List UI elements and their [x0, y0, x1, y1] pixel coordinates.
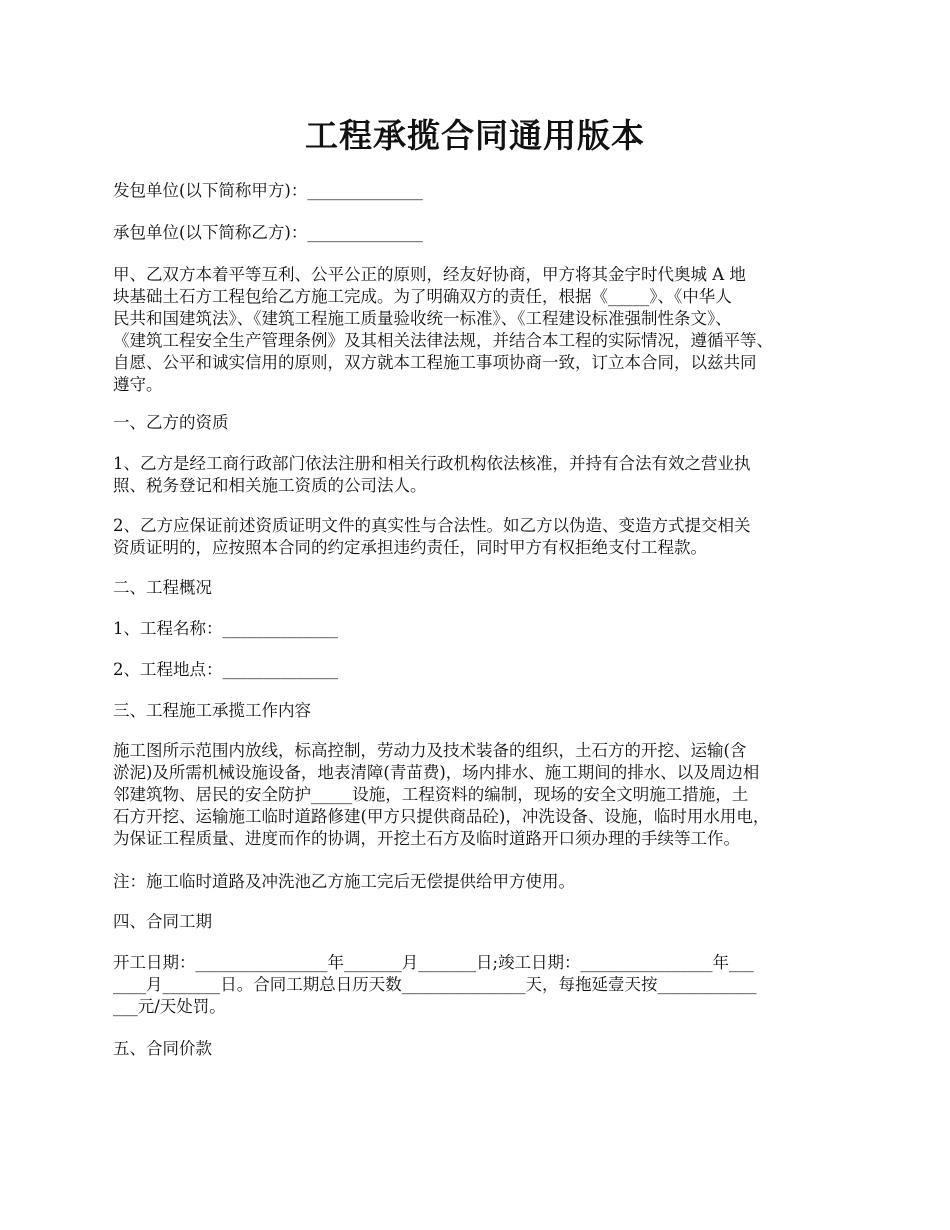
text-line: 承包单位(以下简称乙方)：______________ [113, 223, 423, 242]
section-4-heading [113, 911, 848, 933]
text-line: 发包单位(以下简称甲方)：______________ [113, 181, 423, 200]
text-line: 一、乙方的资质 [113, 413, 229, 432]
section-1-item-2 [113, 515, 848, 559]
text-line: 注：施工临时道路及冲洗池乙方施工完后无偿提供给甲方使用。 [113, 872, 575, 891]
text-line: 2、乙方应保证前述资质证明文件的真实性与合法性。如乙方以伪造、变造方式提交相关 [113, 516, 751, 535]
section-4-paragraph [113, 952, 848, 1018]
text-line: 石方开挖、运输施工临时道路修建(甲方只提供商品砼)，冲洗设备、设施，临时用水用电， [113, 807, 770, 826]
contractor-party-line [113, 222, 848, 244]
text-line: 甲、乙双方本着平等互利、公平公正的原则，经友好协商，甲方将其金宇时代奥城 A 地 [113, 265, 746, 284]
text-line: 资质证明的，应按照本合同的约定承担违约责任，同时甲方有权拒绝支付工程款。 [113, 538, 707, 557]
text-line: 淤泥)及所需机械设施设备，地表清障(青苗费)，场内排水、施工期间的排水、以及周边相 [113, 763, 760, 782]
text-line: 《建筑工程安全生产管理条例》及其相关法律法规，并结合本工程的实际情况，遵循平等、 [113, 331, 773, 350]
project-location-line [113, 659, 848, 681]
project-name-line [113, 618, 848, 640]
text-line: 五、合同价款 [113, 1039, 212, 1058]
text-line: ___元/天处罚。 [113, 997, 226, 1016]
text-line: ____月_______日。合同工期总日历天数_______________天，每拖延壹天按____________ [113, 975, 757, 994]
text-line: 1、工程名称：______________ [113, 619, 338, 638]
text-line: 1、乙方是经工商行政部门依法注册和相关行政机构依法核准，并持有合法有效之营业执 [113, 454, 751, 473]
section-2-heading [113, 577, 848, 599]
section-5-heading [113, 1038, 848, 1060]
text-line: 施工图所示范围内放线，标高控制，劳动力及技术装备的组织，土石方的开挖、运输(含 [113, 741, 747, 760]
intro-paragraph [113, 264, 848, 396]
text-line: 邻建筑物、居民的安全防护_____设施，工程资料的编制，现场的安全文明施工措施，土 [113, 785, 749, 804]
text-line: 2、工程地点：______________ [113, 660, 338, 679]
text-line: 开工日期：________________年_______月_______日;竣工日期：________________年___ [113, 953, 754, 972]
section-3-paragraph [113, 740, 848, 850]
text-line: 块基础土石方工程包给乙方施工完成。为了明确双方的责任，根据《_____》、《中华人 [113, 287, 732, 306]
text-line: 自愿、公平和诚实信用的原则，双方就本工程施工事项协商一致，订立本合同，以兹共同 [113, 353, 757, 372]
client-party-line [113, 180, 848, 202]
text-line: 为保证工程质量、进度而作的协调，开挖土石方及临时道路开口须办理的手续等工作。 [113, 829, 740, 848]
text-line: 遵守。 [113, 375, 163, 394]
text-line: 照、税务登记和相关施工资质的公司法人。 [113, 476, 427, 495]
section-3-heading [113, 700, 848, 722]
section-1-heading [113, 412, 848, 434]
text-line: 四、合同工期 [113, 912, 212, 931]
document-title: 工程承揽合同通用版本 [305, 116, 645, 155]
text-line: 民共和国建筑法》、《建筑工程施工质量验收统一标准》、《工程建设标准强制性条文》、 [113, 309, 732, 328]
section-1-item-1 [113, 453, 848, 497]
text-line: 三、工程施工承揽工作内容 [113, 701, 311, 720]
text-line: 二、工程概况 [113, 578, 212, 597]
section-3-note [113, 871, 848, 893]
